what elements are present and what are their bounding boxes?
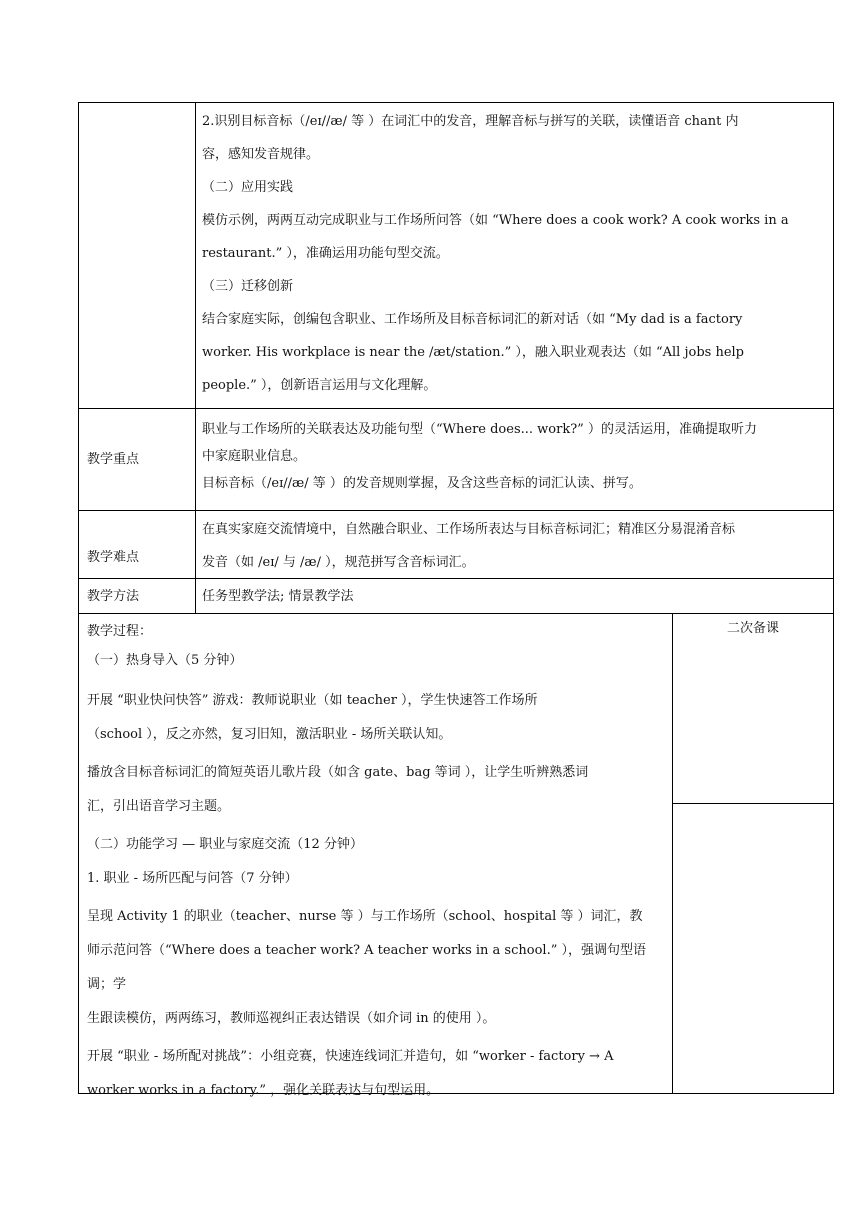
methods-row — [78, 579, 834, 614]
objectives-content — [196, 103, 833, 408]
key-points-line: 中家庭职业信息。 — [202, 449, 307, 464]
methods-value: 任务型教学法; 情景教学法 — [202, 588, 354, 604]
objectives-heading: （二）应用实践 — [202, 180, 294, 195]
difficulties-row — [78, 511, 834, 579]
process-title: 教学过程： — [87, 624, 153, 639]
process-line: 生跟读模仿，两两练习，教师巡视纠正表达错误（如介词 in 的使用 ）。 — [87, 1011, 496, 1026]
objectives-line: 模仿示例，两两互动完成职业与工作场所问答（如 “Where does a cook work? A cook works in a — [202, 213, 789, 228]
key-points-line: 职业与工作场所的关联表达及功能句型（“Where does... work?” ）的灵活运用，准确提取听力 — [202, 422, 757, 437]
objectives-row — [78, 102, 834, 409]
process-line: 师示范问答（“Where does a teacher work? A teacher works in a school.” ），强调句型语调；学 — [87, 943, 646, 992]
difficulties-line: 发音（如 /eɪ/ 与 /æ/ ），规范拼写含音标词汇。 — [202, 555, 475, 570]
process-subheading: 1. 职业 - 场所匹配与问答（7 分钟） — [87, 871, 298, 886]
secondary-prep-blank — [673, 804, 833, 1093]
difficulties-content — [196, 511, 833, 578]
objectives-line: 2.识别目标音标（/eɪ//æ/ 等 ）在词汇中的发音，理解音标与拼写的关联，读懂语音 chant 内 — [202, 114, 739, 129]
process-line: （school ），反之亦然，复习旧知，激活职业 - 场所关联认知。 — [87, 727, 452, 742]
methods-label: 教学方法 — [79, 579, 196, 613]
secondary-prep-label: 二次备课 — [673, 614, 833, 804]
process-line: 开展 “职业快问快答” 游戏：教师说职业（如 teacher ），学生快速答工作场所 — [87, 693, 538, 708]
objectives-line: worker. His workplace is near the /æt/station.” ），融入职业观表达（如 “All jobs help — [202, 345, 745, 360]
difficulties-line: 在真实家庭交流情境中，自然融合职业、工作场所表达与目标音标词汇；精准区分易混淆音标 — [202, 522, 736, 537]
process-line: 汇，引出语音学习主题。 — [87, 799, 231, 814]
process-heading: （一）热身导入（5 分钟） — [87, 653, 243, 668]
key-points-row — [78, 409, 834, 511]
key-points-label: 教学重点 — [79, 409, 196, 510]
process-line: worker works in a factory.” ，强化关联表达与句型运用。 — [87, 1083, 440, 1098]
difficulties-label: 教学难点 — [79, 511, 196, 578]
process-heading: （二）功能学习 — 职业与家庭交流（12 分钟） — [87, 837, 363, 852]
key-points-line: 目标音标（/eɪ//æ/ 等 ）的发音规则掌握，及含这些音标的词汇认读、拼写。 — [202, 476, 642, 491]
key-points-content — [196, 409, 833, 510]
objectives-line: restaurant.” ），准确运用功能句型交流。 — [202, 246, 449, 261]
objectives-line: people.” ），创新语言运用与文化理解。 — [202, 378, 437, 393]
objectives-label-cell — [79, 103, 196, 408]
lesson-plan-table — [78, 102, 834, 1098]
objectives-line: 容，感知发音规律。 — [202, 147, 320, 162]
process-line: 开展 “职业 - 场所配对挑战”：小组竞赛，快速连线词汇并造句，如 “worker - factory → A — [87, 1049, 614, 1064]
process-line: 播放含目标音标词汇的简短英语儿歌片段（如含 gate、bag 等词 ），让学生听辨熟悉词 — [87, 765, 589, 780]
objectives-heading: （三）迁移创新 — [202, 279, 294, 294]
process-line: 呈现 Activity 1 的职业（teacher、nurse 等 ）与工作场所（school、hospital 等 ）词汇，教 — [87, 909, 643, 924]
objectives-line: 结合家庭实际，创编包含职业、工作场所及目标音标词汇的新对话（如 “My dad is a factory — [202, 312, 743, 327]
process-row — [78, 614, 834, 1098]
secondary-prep-column — [673, 614, 833, 1093]
process-content — [79, 614, 673, 1098]
